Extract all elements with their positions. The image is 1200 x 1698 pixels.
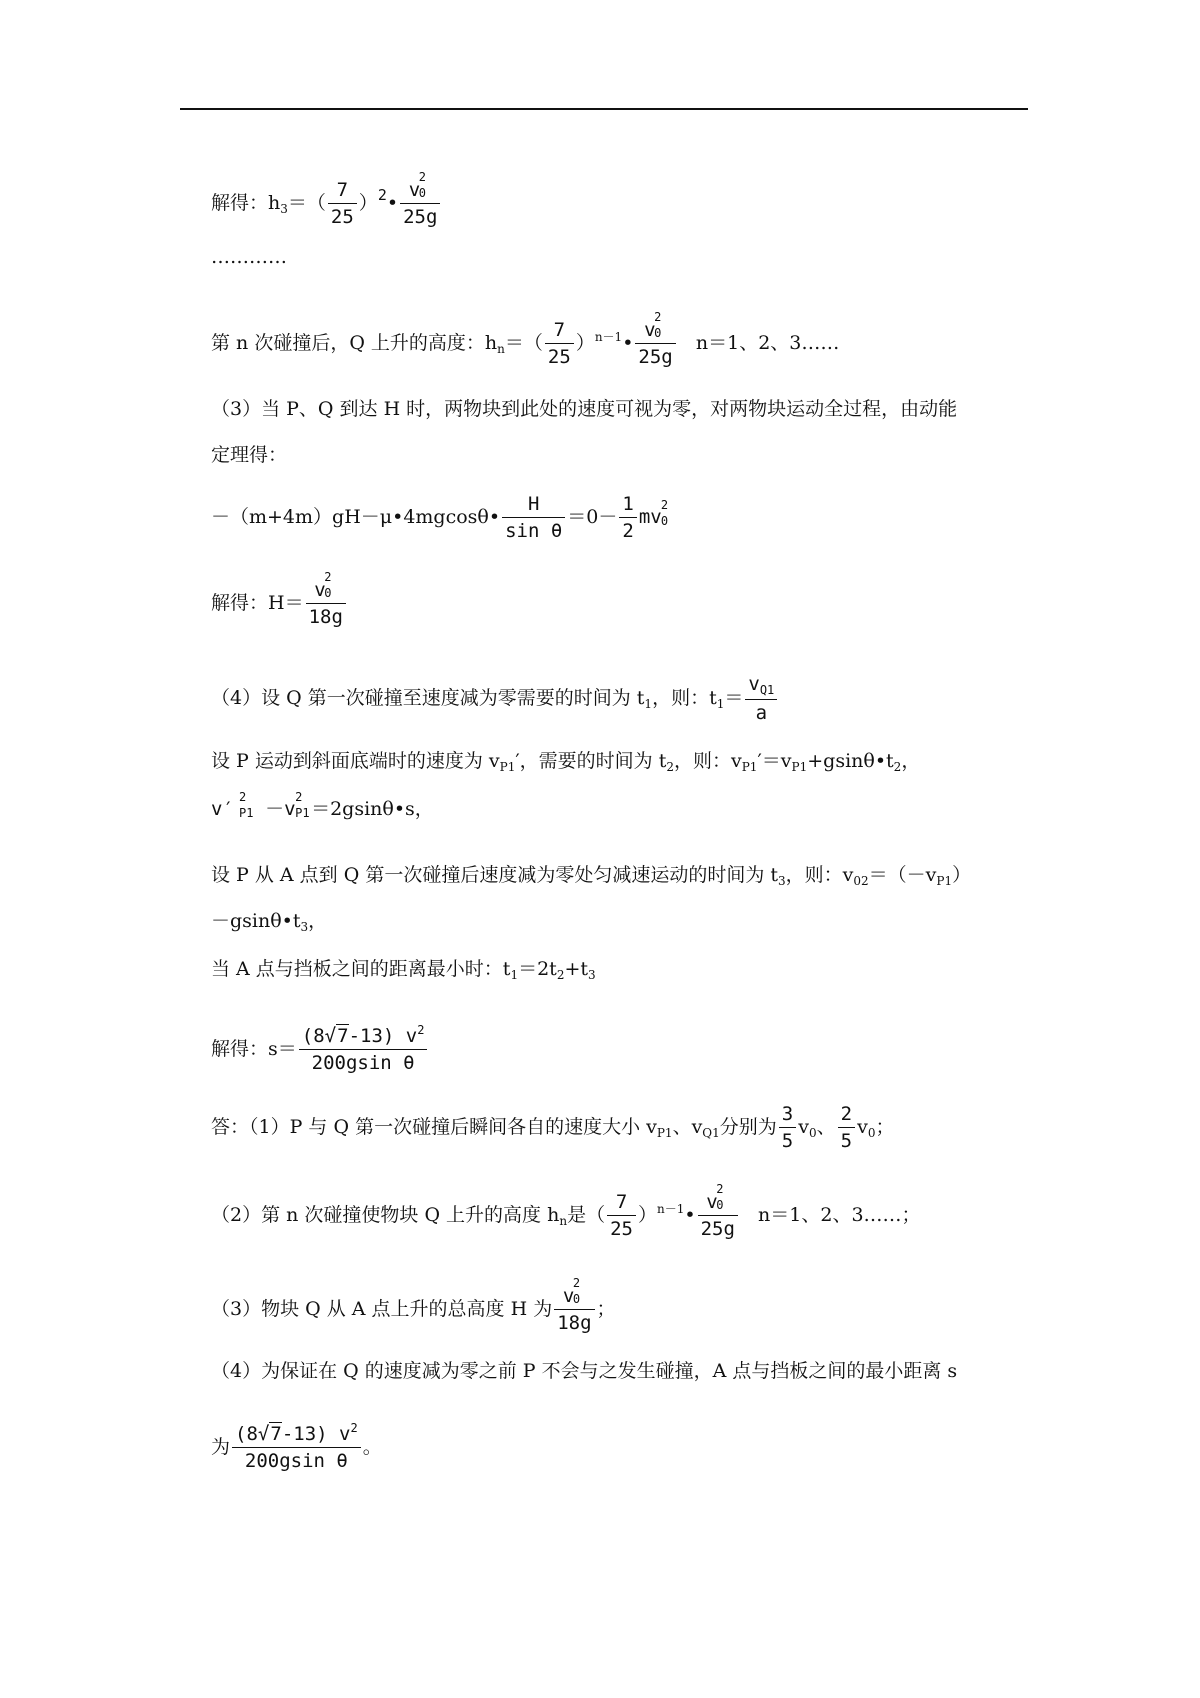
fraction: $\frac{1}{2}$: [619, 494, 636, 542]
answer-4-result: 为 $\frac{(8√7-13) v^2}{\text{200gsin θ}}$ 。: [211, 1421, 382, 1472]
answer-2: （2）第 n 次碰撞使物块 Q 上升的高度 $h_n$是（ $\frac{7}{25}$ ）$^{n-1}$• v 2 0 25g n＝1、2、3……；: [211, 1182, 921, 1240]
sub: 3: [280, 201, 288, 216]
header-rule: [180, 108, 1028, 110]
text: ＝0－: [567, 505, 618, 528]
answer-4: （4）为保证在 Q 的速度减为零之前 P 不会与之发生碰撞，A 点与挡板之间的最小距离 s: [211, 1360, 958, 1382]
exponent: 2: [377, 185, 387, 204]
solution-h3: [211, 170, 442, 228]
answer-3: （3）物块 Q 从 A 点上升的总高度 H 为 v 2 0 18g ；: [211, 1276, 616, 1334]
text: ＝（: [287, 191, 326, 214]
paragraph-t3-cont: $-gsin\theta•t_3$，: [211, 910, 328, 934]
numerator: v 2 0: [400, 180, 440, 204]
solution-H: [211, 570, 348, 628]
solution-s: 解得：s＝ $\frac{(8√7-13) v^2}{\text{200gsin θ}}$: [211, 1026, 429, 1074]
fraction: $\frac{(8√7-13) v^2}{\text{200gsin θ}}$: [299, 1026, 428, 1074]
solution-hn: [211, 310, 840, 368]
exponent: n－1: [594, 329, 623, 344]
kinematics-eq: v′ 2 P1 －v 2 P1 ＝2gsinθ•s，: [211, 790, 434, 820]
text: ，则：t: [652, 687, 717, 710]
paragraph-4: （4）设 Q 第一次碰撞至速度减为零需要的时间为 $t_1$，则：$t_1=$ $\frac{v_{Q1}}{a}$: [211, 674, 779, 724]
text: ）: [358, 191, 378, 214]
text: ＝（: [504, 331, 543, 354]
denominator: 25g: [403, 205, 438, 228]
ellipsis: …………: [211, 246, 287, 268]
text: •: [386, 191, 399, 214]
numerator: 7: [328, 180, 357, 204]
text: n＝1、2、3……: [695, 331, 840, 354]
paragraph-t3: 设 P 从 A 点到 Q 第一次碰撞后速度减为零处匀减速运动的时间为 $t_3$，则：$v_{02}=(-v_{P1})$: [211, 864, 972, 888]
fraction: $\frac{7}{25}$: [545, 320, 574, 368]
text: 第 n 次碰撞后，Q 上升的高度：h: [211, 331, 498, 354]
fraction: [328, 180, 357, 228]
sub: n: [497, 341, 505, 356]
text: 解得：h: [211, 191, 281, 214]
fraction: [400, 170, 440, 228]
text: •: [622, 331, 634, 354]
text: ）: [575, 331, 595, 354]
fraction: $\frac{v_{Q1}}{a}$: [745, 674, 777, 724]
text: （4）设 Q 第一次碰撞至速度减为零需要的时间为 t: [211, 687, 645, 710]
paragraph-3: （3）当 P、Q 到达 H 时，两物块到此处的速度可视为零，对两物块运动全过程，由动能: [211, 398, 958, 420]
fraction: $\frac{H}{\text{sin θ}}$: [502, 494, 565, 542]
paragraph-min-distance: 当 A 点与挡板之间的距离最小时：$t_1=2t_2+t_3$: [211, 958, 596, 982]
fraction: v 2 0 25g: [635, 320, 675, 368]
energy-equation: －（m+4m）gH－μ•4mgcosθ• $\frac{H}{\text{sin θ}}$ ＝0－ $\frac{1}{2}$ mv 2 0: [211, 493, 669, 542]
paragraph-P-speed: 设 P 运动到斜面底端时的速度为 $v_{P1}'$，需要的时间为 $t_2$，则：$v_{P1}'=v_{P1}+gsin\theta•t_2$，: [211, 750, 921, 774]
text: 解得：H＝: [211, 591, 304, 614]
fraction: v 2 0 18g: [306, 580, 346, 628]
denominator: 25: [330, 205, 354, 228]
text: －（m+4m）gH－μ•4mgcosθ•: [211, 505, 501, 528]
answer-1: 答：（1）P 与 Q 第一次碰撞后瞬间各自的速度大小 $v_{P1}$、$v_{Q1}$分别为 $\frac{3}{5}$ $v_0$、 $\frac{2}{5}$ $v_0$；: [211, 1103, 895, 1152]
paragraph-3-cont: 定理得：: [211, 444, 288, 466]
